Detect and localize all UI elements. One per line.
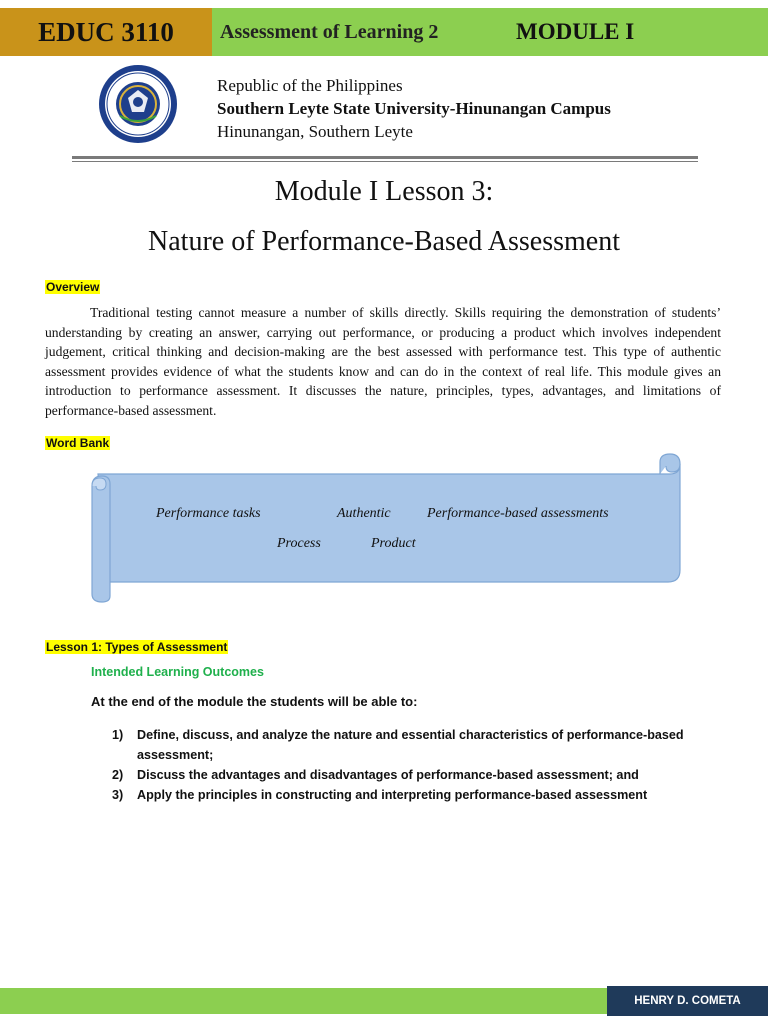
author-name: HENRY D. COMETA xyxy=(607,986,768,1016)
ilo-heading: Intended Learning Outcomes xyxy=(91,665,264,679)
word-bank-heading: Word Bank xyxy=(46,436,110,450)
module-label: MODULE I xyxy=(516,19,635,44)
list-text: Define, discuss, and analyze the nature and essential characteristics of performance-based assessment; xyxy=(137,728,684,762)
list-item xyxy=(112,765,712,785)
list-item xyxy=(112,725,712,765)
topic-title: Nature of Performance-Based Assessment xyxy=(148,226,620,257)
outcomes-intro: At the end of the module the students will be able to: xyxy=(91,694,418,709)
list-text: Discuss the advantages and disadvantages of performance-based assessment; and xyxy=(137,768,639,782)
lesson-title: Module I Lesson 3: xyxy=(274,176,494,207)
list-number: 3) xyxy=(112,788,124,802)
letterhead-location: Hinunangan, Southern Leyte xyxy=(217,122,413,141)
outcomes-list xyxy=(112,725,712,805)
lesson-heading: Lesson 1: Types of Assessment xyxy=(46,640,228,654)
header-band xyxy=(0,8,768,56)
university-seal-icon xyxy=(98,64,178,144)
word-bank-term: Performance tasks xyxy=(156,506,261,521)
word-bank-term: Authentic xyxy=(337,506,391,521)
letterhead xyxy=(217,74,611,143)
divider-thick xyxy=(72,156,698,159)
course-code: EDUC 3110 xyxy=(0,8,212,56)
overview-heading: Overview xyxy=(46,280,100,294)
divider-thin xyxy=(72,161,698,162)
word-bank-term: Performance-based assessments xyxy=(427,506,609,521)
letterhead-university: Southern Leyte State University-Hinunangan Campus xyxy=(217,99,611,118)
list-text: Apply the principles in constructing and interpreting performance-based assessment xyxy=(137,788,648,802)
letterhead-country: Republic of the Philippines xyxy=(217,76,403,95)
list-number: 1) xyxy=(112,728,124,742)
list-number: 2) xyxy=(112,768,124,782)
subject-title: Assessment of Learning 2 xyxy=(220,20,439,43)
word-bank-scroll xyxy=(88,452,688,612)
word-bank-term: Process xyxy=(277,536,321,551)
list-item xyxy=(112,785,712,805)
overview-paragraph: Traditional testing cannot measure a number of skills directly. Skills requiring the demonstration of students’ understanding by creating an answer, carrying out performance, or producing a product which involves independent judgement, critical thinking and decision-making are the best assessed with performance test. This type of authentic assessment provides evidence of what the students know and can do in the context of real life. This module gives an introduction to performance assessment. It discusses the nature, principles, types, advantages, and limitations of performance-based assessment. xyxy=(45,305,721,418)
word-bank-term: Product xyxy=(371,536,416,551)
